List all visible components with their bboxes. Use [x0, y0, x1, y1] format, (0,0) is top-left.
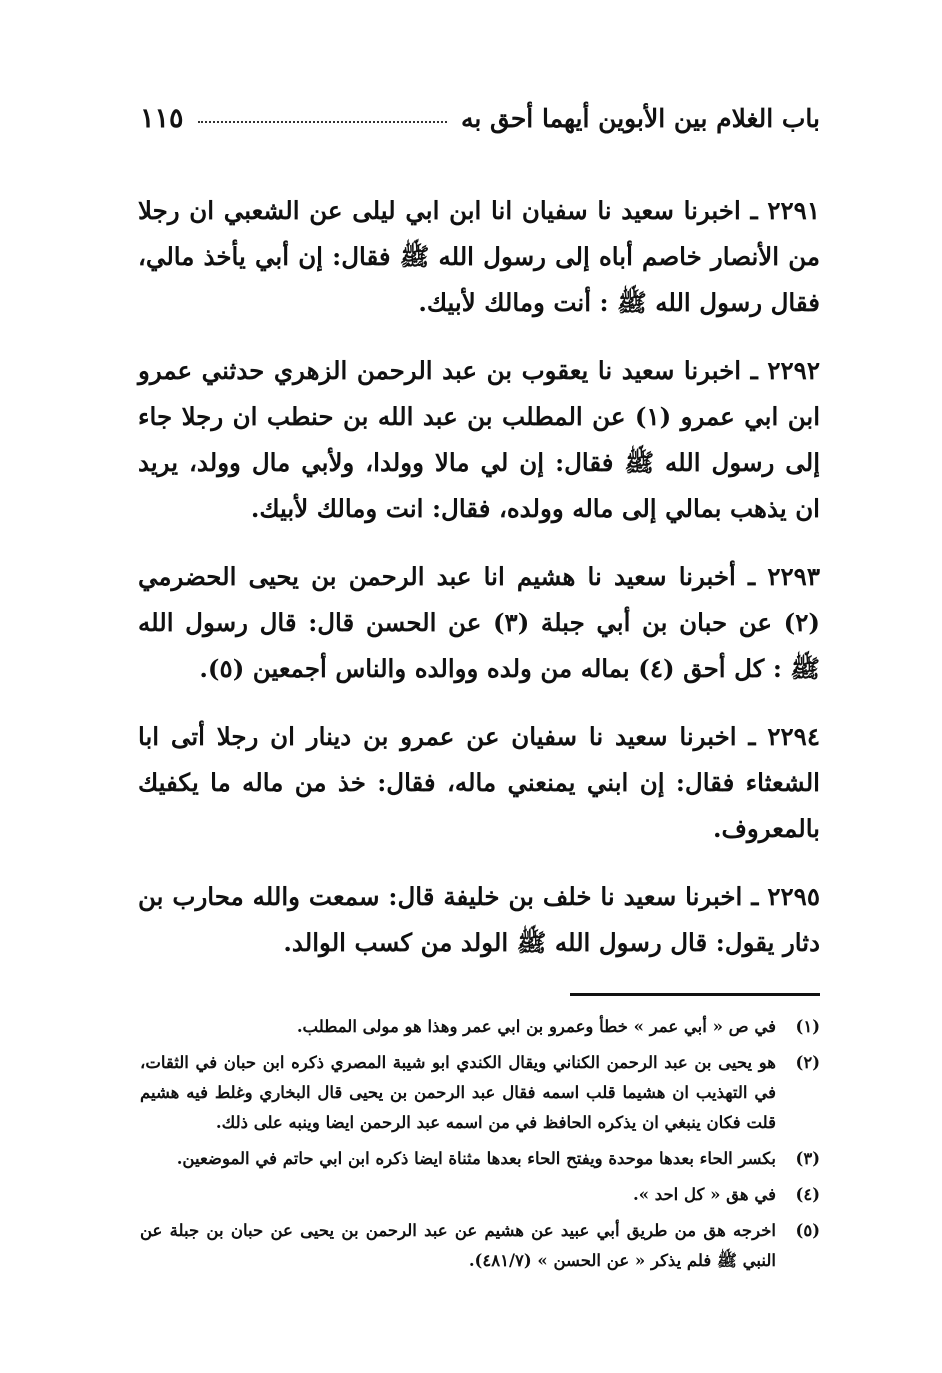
footnote: [140, 1012, 820, 1042]
hadith-paragraph: ٢٢٩١ ـ اخبرنا سعيد نا سفيان انا ابن ابي ليلى عن الشعبي ان رجلا من الأنصار خاصم أباه إلى رسول الله ﷺ فقال: إن أبي يأخذ مالي، فقال رسول الله ﷺ : أنت ومالك لأبيك.: [138, 196, 820, 317]
running-header: [140, 98, 820, 138]
hadith-paragraph: ٢٢٩٣ ـ أخبرنا سعيد نا هشيم انا عبد الرحمن بن يحيى الحضرمي (٢) عن حبان بن أبي جبلة (٣) عن الحسن قال: قال رسول الله ﷺ : كل أحق (٤) بماله من ولده ووالده والناس أجمعين (٥).: [138, 562, 820, 683]
footnote-text: بكسر الحاء بعدها موحدة ويفتح الحاء بعدها مثناة ايضا ذكره ابن ابي حاتم في الموضعين.: [176, 1149, 776, 1168]
hadith-text: أخبرنا سعيد نا هشيم انا عبد الرحمن بن يحيى الحضرمي (٢) عن حبان بن أبي جبلة (٣) عن الحسن قال: قال رسول الله ﷺ : كل أحق (٤) بماله من ولده ووالده والناس أجمعين (٥).: [138, 562, 820, 683]
footnote-mark: (٣): [795, 1149, 820, 1168]
footnote-text: في هق « كل احد ».: [633, 1185, 776, 1204]
footnote-mark: (٥): [795, 1221, 820, 1240]
header-dotted-leader: [198, 121, 447, 123]
hadith-number: ٢٢٩٢: [767, 356, 820, 385]
footnote-mark: (٢): [795, 1053, 820, 1072]
hadith-text: اخبرنا سعيد نا يعقوب بن عبد الرحمن الزهري حدثني عمرو ابن ابي عمرو (١) عن المطلب بن عبد الله بن حنطب ان رجلا جاء إلى رسول الله ﷺ فقال: إن لي مالا وولدا، ولأبي مال وولد، يريد ان يذهب بمالي إلى ماله وولده، فقال: انت ومالك لأبيك.: [138, 356, 820, 523]
main-text: [138, 188, 820, 988]
hadith-paragraph: ٢٢٩٤ ـ اخبرنا سعيد نا سفيان عن عمرو بن دينار ان رجلا أتى ابا الشعثاء فقال: إن ابني يمنعني ماله، فقال: خذ من ماله ما يكفيك بالمعروف.: [138, 722, 820, 843]
hadith-text: اخبرنا سعيد نا خلف بن خليفة قال: سمعت والله محارب بن دثار يقول: قال رسول الله ﷺ الولد من كسب الوالد.: [138, 882, 820, 957]
footnote-text: هو يحيى بن عبد الرحمن الكناني ويقال الكندي ابو شيبة المصري ذكره ابن حبان في الثقات، في التهذيب ان هشيما قلب اسمه فقال عبد الرحمن بن يحيى قال البخاري وغلط فيه هشيم قلت فكان ينبغي ان يذكره الحافظ في من اسمه عبد الرحمن ايضا وينبه على ذلك.: [140, 1053, 776, 1132]
hadith-number: ٢٢٩١: [767, 196, 820, 225]
footnote: [140, 1144, 820, 1174]
hadith-paragraph: ٢٢٩٥ ـ اخبرنا سعيد نا خلف بن خليفة قال: سمعت والله محارب بن دثار يقول: قال رسول الله ﷺ الولد من كسب الوالد.: [138, 882, 820, 957]
hadith-number: ٢٢٩٤: [767, 722, 820, 751]
footnotes: [140, 1012, 820, 1282]
footnote-divider: [570, 993, 820, 996]
footnote-mark: (٤): [795, 1185, 820, 1204]
hadith-text: اخبرنا سعيد نا سفيان انا ابن ابي ليلى عن الشعبي ان رجلا من الأنصار خاصم أباه إلى رسول الله ﷺ فقال: إن أبي يأخذ مالي، فقال رسول الله ﷺ : أنت ومالك لأبيك.: [138, 196, 820, 317]
footnote-text: في ص « أبي عمر » خطأ وعمرو بن ابي عمر وهذا هو مولى المطلب.: [296, 1017, 776, 1036]
footnote: [140, 1048, 820, 1138]
hadith-paragraph: ٢٢٩٢ ـ اخبرنا سعيد نا يعقوب بن عبد الرحمن الزهري حدثني عمرو ابن ابي عمرو (١) عن المطلب بن عبد الله بن حنطب ان رجلا جاء إلى رسول الله ﷺ فقال: إن لي مالا وولدا، ولأبي مال وولد، يريد ان يذهب بمالي إلى ماله وولده، فقال: انت ومالك لأبيك.: [138, 356, 820, 523]
chapter-title: باب الغلام بين الأبوين أيهما أحق به: [460, 103, 820, 133]
hadith-number: ٢٢٩٥: [767, 882, 820, 911]
hadith-number: ٢٢٩٣: [767, 562, 820, 591]
page-number: ١١٥: [140, 102, 184, 134]
footnote-text: اخرجه هق من طريق أبي عبيد عن هشيم عن عبد الرحمن بن يحيى عن حبان بن جبلة عن النبي ﷺ فلم يذكر « عن الحسن » (٤٨١/٧).: [140, 1221, 776, 1270]
footnote: [140, 1180, 820, 1210]
hadith-text: اخبرنا سعيد نا سفيان عن عمرو بن دينار ان رجلا أتى ابا الشعثاء فقال: إن ابني يمنعني ماله، فقال: خذ من ماله ما يكفيك بالمعروف.: [138, 722, 820, 843]
footnote-mark: (١): [795, 1017, 820, 1036]
footnote: [140, 1216, 820, 1276]
